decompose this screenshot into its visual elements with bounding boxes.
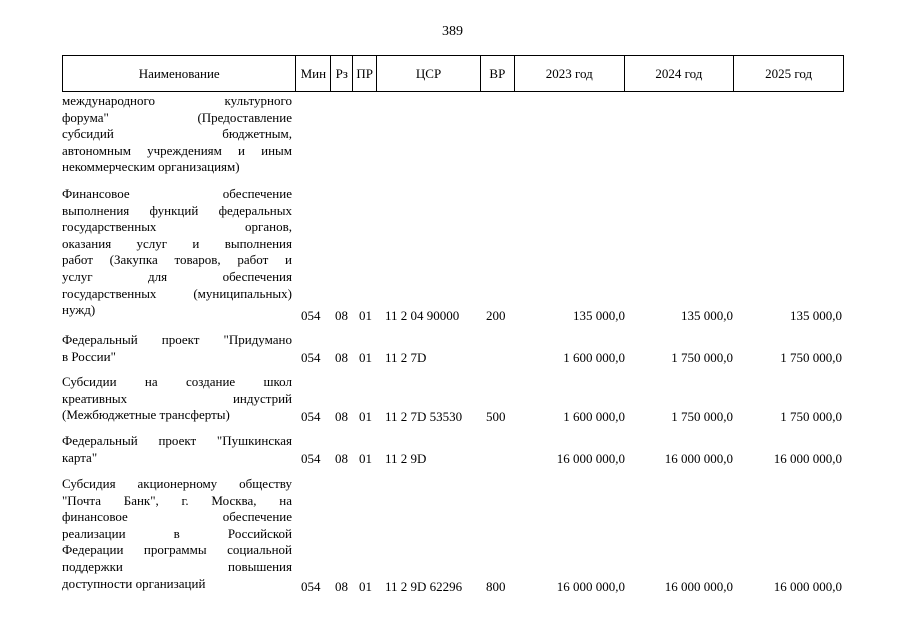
table-row [62, 93, 844, 177]
name-line: поддержки повышения [62, 558, 292, 574]
header-2025: 2025 год [765, 65, 813, 81]
header-pr: ПР [353, 56, 377, 91]
header-2023: 2023 год [515, 56, 625, 91]
cell-2025: 135 000,0 [790, 308, 842, 323]
cell-2023: 1 600 000,0 [563, 350, 625, 365]
row-values [62, 408, 844, 425]
header-2024: 2024 год [625, 56, 735, 91]
header-min: Мин [296, 56, 331, 91]
cell-rz: 08 [335, 451, 348, 466]
cell-pr: 01 [359, 409, 372, 424]
name-line: Субсидия акционерному обществу [62, 476, 292, 491]
header-rz: Рз [331, 56, 353, 91]
row-values [62, 349, 844, 366]
name-line: Субсидии на создание школ [62, 374, 292, 389]
row-values [62, 307, 844, 324]
cell-csr: 11 2 7D [385, 350, 427, 365]
cell-2023: 1 600 000,0 [563, 409, 625, 424]
table-header [62, 55, 844, 92]
row-name [62, 186, 292, 319]
cell-2024: 135 000,0 [681, 308, 733, 323]
name-line: карта" [62, 449, 98, 465]
name-line: услуг для обеспечения [62, 268, 292, 284]
row-name [62, 476, 292, 592]
cell-2023: 135 000,0 [573, 308, 625, 323]
cell-vr: 200 [486, 308, 506, 323]
header-name: Наименование [63, 56, 296, 91]
page-number: 389 [442, 24, 463, 39]
cell-min: 054 [301, 451, 321, 466]
name-line: реализации в Российской [62, 525, 292, 541]
row-name [62, 93, 292, 176]
cell-rz: 08 [335, 579, 348, 594]
name-line: "Почта Банк", г. Москва, на [62, 492, 292, 508]
name-line: креативных индустрий [62, 390, 292, 406]
name-line: Федерации программы социальной [62, 542, 292, 558]
cell-vr: 800 [486, 579, 506, 594]
name-line: некоммерческим организациям) [62, 159, 240, 175]
cell-pr: 01 [359, 451, 372, 466]
cell-min: 054 [301, 409, 321, 424]
name-line: международного культурного [62, 93, 292, 108]
name-line: государственных органов, [62, 219, 292, 235]
cell-2024: 1 750 000,0 [671, 409, 733, 424]
name-line: доступности организаций [62, 575, 206, 591]
cell-rz: 08 [335, 409, 348, 424]
cell-pr: 01 [359, 579, 372, 594]
name-line: в России" [62, 348, 116, 364]
cell-2023: 16 000 000,0 [556, 579, 625, 594]
name-line: оказания услуг и выполнения [62, 235, 292, 251]
name-line: нужд) [62, 302, 96, 318]
name-line: автономным учреждениям и иным [62, 142, 292, 158]
cell-2024: 1 750 000,0 [671, 350, 733, 365]
name-line: Федеральный проект "Пушкинская [62, 433, 292, 448]
cell-2024: 16 000 000,0 [664, 451, 733, 466]
cell-csr: 11 2 7D 53530 [385, 409, 463, 424]
name-line: Финансовое обеспечение [62, 186, 292, 201]
cell-vr: 500 [486, 409, 506, 424]
name-line: финансовое обеспечение [62, 509, 292, 525]
cell-2025: 1 750 000,0 [780, 350, 842, 365]
cell-2023: 16 000 000,0 [556, 451, 625, 466]
name-line: субсидий бюджетным, [62, 126, 292, 142]
header-vr: ВР [481, 56, 515, 91]
table-row [62, 332, 844, 366]
row-values [62, 575, 844, 595]
cell-csr: 11 2 9D 62296 [385, 579, 463, 594]
table-row [62, 476, 844, 595]
name-line: форума" (Предоставление [62, 109, 292, 125]
cell-2024: 16 000 000,0 [664, 579, 733, 594]
cell-csr: 11 2 04 90000 [385, 308, 460, 323]
cell-rz: 08 [335, 308, 348, 323]
cell-pr: 01 [359, 308, 372, 323]
cell-2025: 16 000 000,0 [773, 579, 842, 594]
cell-2025: 16 000 000,0 [773, 451, 842, 466]
header-csr: ЦСР [377, 56, 481, 91]
table-row [62, 374, 844, 425]
cell-csr: 11 2 9D [385, 451, 427, 466]
cell-min: 054 [301, 308, 321, 323]
name-line: государственных (муниципальных) [62, 285, 292, 301]
name-line: (Межбюджетные трансферты) [62, 407, 230, 423]
table-row [62, 186, 844, 324]
name-line: Федеральный проект "Придумано [62, 332, 292, 347]
cell-pr: 01 [359, 350, 372, 365]
cell-min: 054 [301, 350, 321, 365]
row-values [62, 450, 844, 467]
name-line: работ (Закупка товаров, работ и [62, 252, 292, 268]
table-row [62, 433, 844, 467]
cell-2025: 1 750 000,0 [780, 409, 842, 424]
cell-min: 054 [301, 579, 321, 594]
name-line: выполнения функций федеральных [62, 202, 292, 218]
cell-rz: 08 [335, 350, 348, 365]
